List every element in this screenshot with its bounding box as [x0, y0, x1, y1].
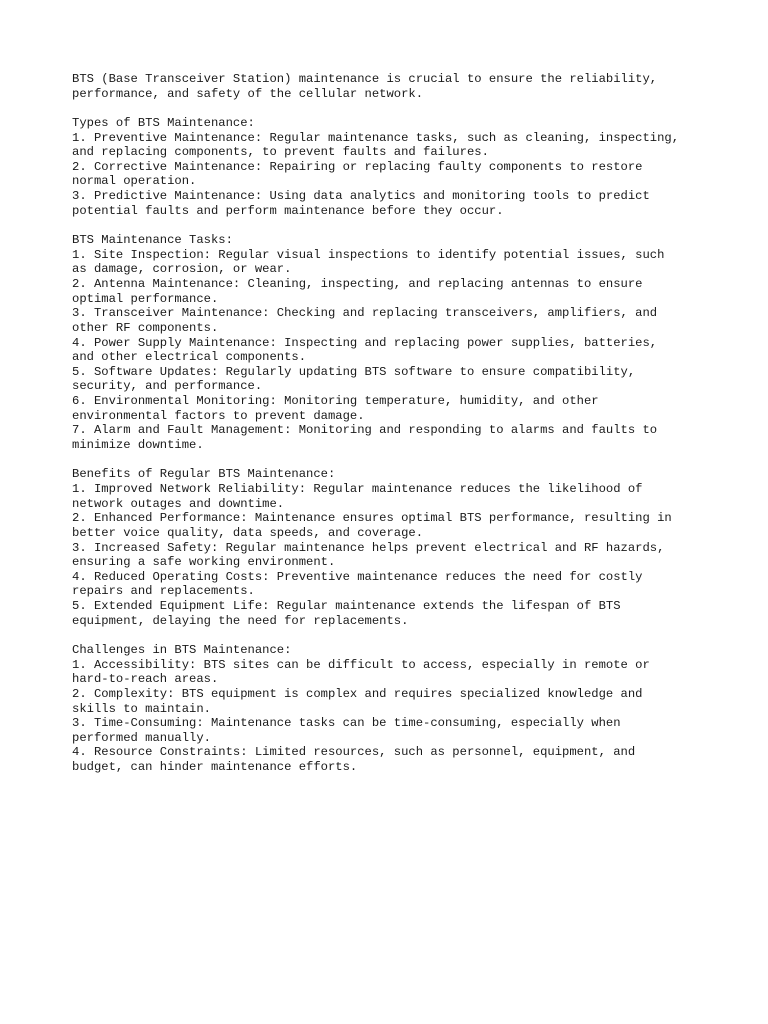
- list-item: repairs and replacements.: [72, 584, 255, 599]
- types-section: [72, 116, 732, 218]
- list-item: 1. Accessibility: BTS sites can be difficult to access, especially in remote or: [72, 657, 650, 672]
- list-item: 2. Enhanced Performance: Maintenance ensures optimal BTS performance, resulting in: [72, 511, 672, 526]
- list-item: 1. Improved Network Reliability: Regular maintenance reduces the likelihood of: [72, 481, 643, 496]
- list-item: 3. Increased Safety: Regular maintenance helps prevent electrical and RF hazards,: [72, 540, 665, 555]
- list-item: and other electrical components.: [72, 350, 307, 365]
- list-item: other RF components.: [72, 320, 219, 335]
- list-item: 2. Complexity: BTS equipment is complex and requires specialized knowledge and: [72, 686, 643, 701]
- list-item: 6. Environmental Monitoring: Monitoring temperature, humidity, and other: [72, 394, 599, 409]
- section-heading: Types of BTS Maintenance:: [72, 115, 255, 130]
- tasks-section: [72, 233, 732, 453]
- list-item: environmental factors to prevent damage.: [72, 408, 365, 423]
- list-item: skills to maintain.: [72, 701, 211, 716]
- list-item: 2. Antenna Maintenance: Cleaning, inspecting, and replacing antennas to ensure: [72, 276, 643, 291]
- list-item: 3. Time-Consuming: Maintenance tasks can be time-consuming, especially when: [72, 716, 621, 731]
- list-item: better voice quality, data speeds, and coverage.: [72, 525, 424, 540]
- list-item: minimize downtime.: [72, 438, 204, 453]
- list-item: 4. Resource Constraints: Limited resources, such as personnel, equipment, and: [72, 745, 636, 760]
- list-item: normal operation.: [72, 174, 197, 189]
- list-item: performed manually.: [72, 730, 211, 745]
- list-item: 2. Corrective Maintenance: Repairing or replacing faulty components to restore: [72, 159, 643, 174]
- challenges-section: [72, 643, 732, 775]
- list-item: 1. Preventive Maintenance: Regular maintenance tasks, such as cleaning, inspecting,: [72, 130, 680, 145]
- paragraph-spacer: [72, 218, 732, 233]
- list-item: ensuring a safe working environment.: [72, 555, 336, 570]
- text-line: BTS (Base Transceiver Station) maintenance is crucial to ensure the reliability,: [72, 72, 658, 86]
- list-item: 3. Transceiver Maintenance: Checking and replacing transceivers, amplifiers, and: [72, 306, 658, 321]
- list-item: 3. Predictive Maintenance: Using data analytics and monitoring tools to predict: [72, 189, 650, 204]
- paragraph-spacer: [72, 101, 732, 116]
- paragraph-spacer: [72, 453, 732, 468]
- paragraph-spacer: [72, 628, 732, 643]
- list-item: network outages and downtime.: [72, 496, 285, 511]
- list-item: potential faults and perform maintenance before they occur.: [72, 203, 504, 218]
- section-heading: BTS Maintenance Tasks:: [72, 233, 233, 248]
- list-item: optimal performance.: [72, 291, 219, 306]
- document-page: [72, 72, 732, 775]
- text-line: performance, and safety of the cellular network.: [72, 86, 424, 101]
- list-item: security, and performance.: [72, 379, 263, 394]
- list-item: 1. Site Inspection: Regular visual inspections to identify potential issues, such: [72, 247, 665, 262]
- list-item: 4. Reduced Operating Costs: Preventive maintenance reduces the need for costly: [72, 569, 643, 584]
- list-item: 5. Extended Equipment Life: Regular maintenance extends the lifespan of BTS: [72, 599, 621, 614]
- list-item: 5. Software Updates: Regularly updating BTS software to ensure compatibility,: [72, 364, 636, 379]
- intro-paragraph: [72, 72, 732, 101]
- benefits-section: [72, 467, 732, 628]
- section-heading: Benefits of Regular BTS Maintenance:: [72, 467, 336, 482]
- list-item: budget, can hinder maintenance efforts.: [72, 760, 358, 775]
- list-item: and replacing components, to prevent faults and failures.: [72, 145, 489, 160]
- list-item: equipment, delaying the need for replacements.: [72, 613, 409, 628]
- section-heading: Challenges in BTS Maintenance:: [72, 642, 292, 657]
- list-item: 7. Alarm and Fault Management: Monitoring and responding to alarms and faults to: [72, 423, 658, 438]
- list-item: 4. Power Supply Maintenance: Inspecting and replacing power supplies, batteries,: [72, 335, 658, 350]
- list-item: hard-to-reach areas.: [72, 672, 219, 687]
- list-item: as damage, corrosion, or wear.: [72, 262, 292, 277]
